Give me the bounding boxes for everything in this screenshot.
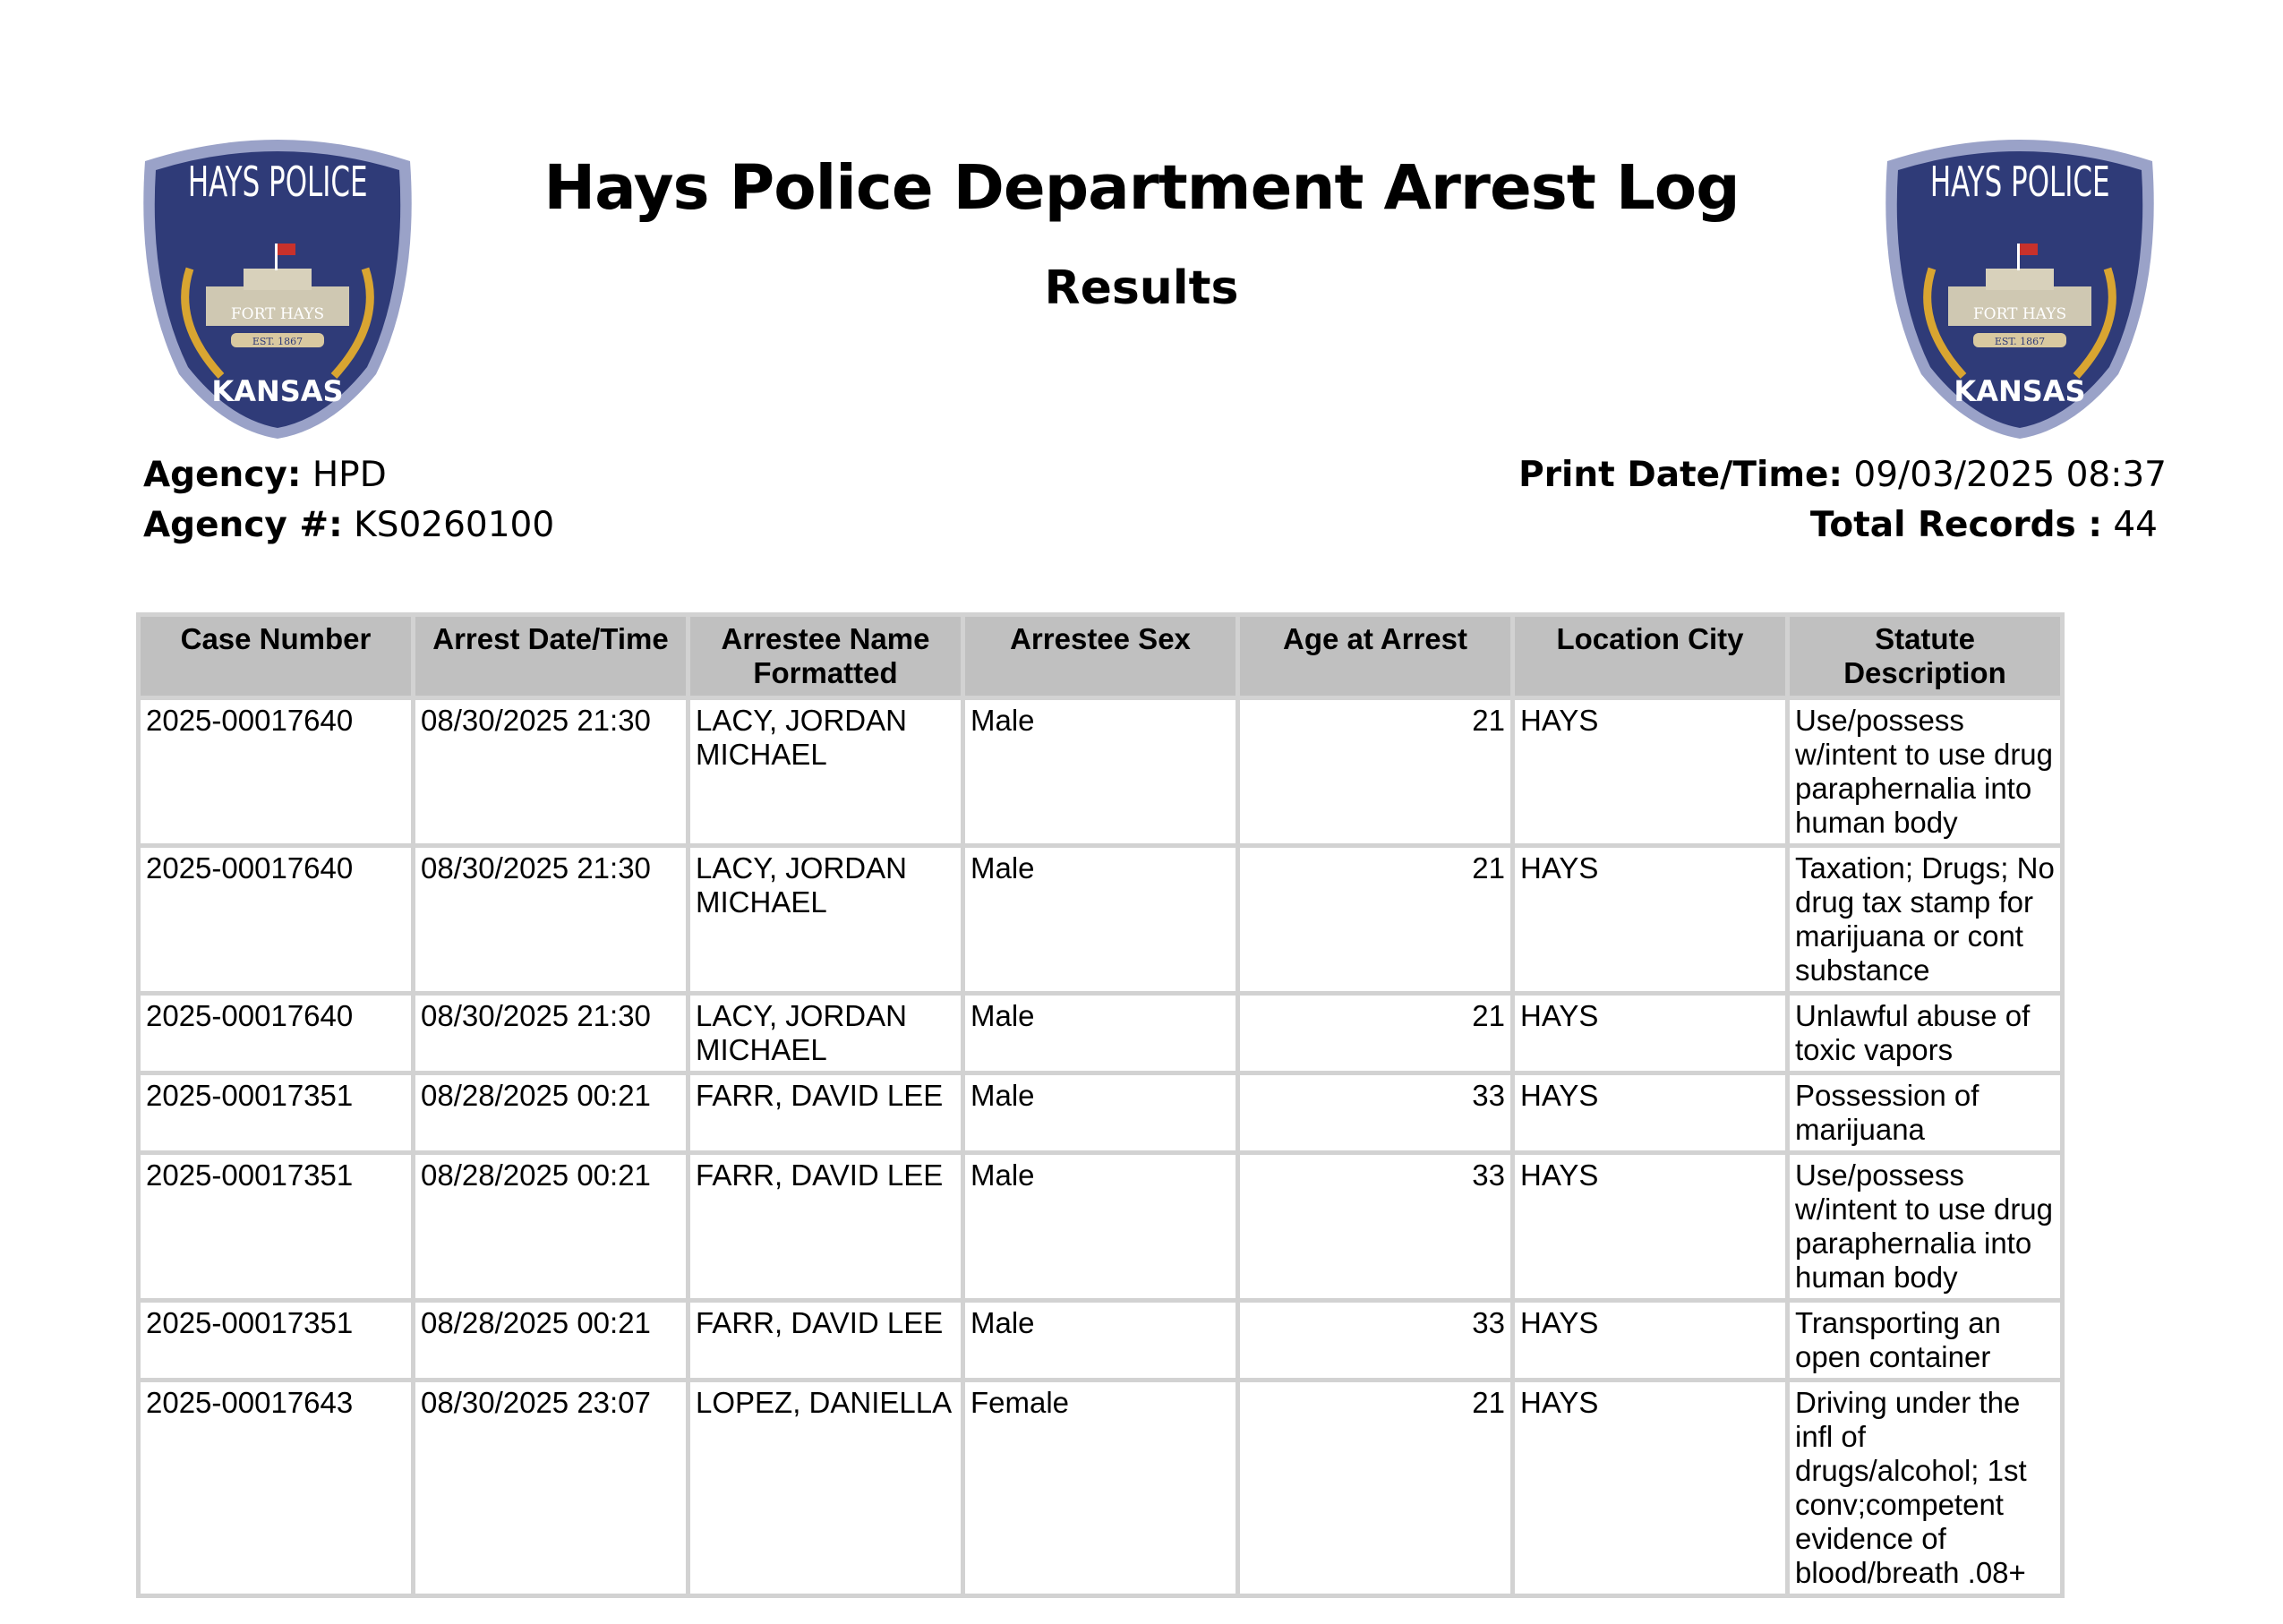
case-number-cell: 2025-00017640 xyxy=(141,996,411,1071)
badge-bottom-text: KANSAS xyxy=(1954,374,2086,408)
table-header-row xyxy=(141,617,2060,696)
print-datetime-line xyxy=(1518,455,2167,495)
arrest-datetime-cell: 08/28/2025 00:21 xyxy=(415,1075,686,1150)
statute-description-cell: Unlawful abuse of toxic vapors xyxy=(1790,996,2060,1071)
arrest-datetime-cell: 08/30/2025 21:30 xyxy=(415,700,686,843)
arrestee-sex-cell: Male xyxy=(965,1155,1236,1298)
case-number-cell: 2025-00017351 xyxy=(141,1155,411,1298)
badge-top-text: HAYS POLICE xyxy=(187,157,368,207)
table-row xyxy=(141,1303,2060,1378)
case-number-cell: 2025-00017351 xyxy=(141,1075,411,1150)
column-header-age-at-arrest: Age at Arrest xyxy=(1240,617,1510,696)
total-records-value: 44 xyxy=(2113,505,2158,545)
badge-est-text: EST. 1867 xyxy=(252,336,304,347)
column-header-arrestee-sex: Arrestee Sex xyxy=(965,617,1236,696)
location-city-cell: HAYS xyxy=(1515,1303,1785,1378)
statute-description-cell: Driving under the infl of drugs/alcohol; 1st conv;competent evidence of blood/breath .08+ xyxy=(1790,1382,2060,1594)
arrestee-sex-cell: Male xyxy=(965,996,1236,1071)
location-city-cell: HAYS xyxy=(1515,1075,1785,1150)
arrest-datetime-cell: 08/30/2025 21:30 xyxy=(415,848,686,991)
arrest-datetime-cell: 08/30/2025 21:30 xyxy=(415,996,686,1071)
table-row xyxy=(141,848,2060,991)
arrestee-sex-cell: Male xyxy=(965,700,1236,843)
arrestee-sex-cell: Male xyxy=(965,848,1236,991)
table-row xyxy=(141,1382,2060,1594)
badge-top-text: HAYS POLICE xyxy=(1929,157,2110,207)
arrest-datetime-cell: 08/28/2025 00:21 xyxy=(415,1303,686,1378)
agency-number-value: KS0260100 xyxy=(354,505,555,545)
age-cell: 33 xyxy=(1240,1303,1510,1378)
age-cell: 21 xyxy=(1240,996,1510,1071)
agency-value: HPD xyxy=(312,455,387,495)
badge-bottom-text: KANSAS xyxy=(211,374,344,408)
print-datetime-label: Print Date/Time: xyxy=(1518,455,1843,495)
total-records-line xyxy=(1810,505,2158,545)
arrestee-name-cell: LACY, JORDAN MICHAEL xyxy=(690,848,961,991)
arrest-datetime-cell: 08/28/2025 00:21 xyxy=(415,1155,686,1298)
column-header-arrestee-name: Arrestee Name Formatted xyxy=(690,617,961,696)
page-subtitle: Results xyxy=(1044,261,1239,315)
total-records-label: Total Records : xyxy=(1809,505,2102,545)
age-cell: 21 xyxy=(1240,700,1510,843)
agency-number-label: Agency #: xyxy=(143,505,343,545)
statute-description-cell: Use/possess w/intent to use drug paraphernalia into human body xyxy=(1790,700,2060,843)
location-city-cell: HAYS xyxy=(1515,700,1785,843)
badge-est-text: EST. 1867 xyxy=(1994,336,2046,347)
arrest-log-table xyxy=(136,612,2065,1598)
column-header-arrest-datetime: Arrest Date/Time xyxy=(415,617,686,696)
statute-description-cell: Taxation; Drugs; No drug tax stamp for marijuana or cont substance xyxy=(1790,848,2060,991)
arrestee-name-cell: LACY, JORDAN MICHAEL xyxy=(690,996,961,1071)
table-row xyxy=(141,1155,2060,1298)
arrestee-sex-cell: Male xyxy=(965,1075,1236,1150)
arrestee-name-cell: FARR, DAVID LEE xyxy=(690,1303,961,1378)
case-number-cell: 2025-00017643 xyxy=(141,1382,411,1594)
agency-line xyxy=(143,455,387,495)
location-city-cell: HAYS xyxy=(1515,1155,1785,1298)
column-header-case-number: Case Number xyxy=(141,617,411,696)
column-header-location-city: Location City xyxy=(1515,617,1785,696)
statute-description-cell: Use/possess w/intent to use drug paraphernalia into human body xyxy=(1790,1155,2060,1298)
table-row xyxy=(141,1075,2060,1150)
table-row xyxy=(141,700,2060,843)
location-city-cell: HAYS xyxy=(1515,1382,1785,1594)
arrestee-name-cell: FARR, DAVID LEE xyxy=(690,1155,961,1298)
badge-middle-text: FORT HAYS xyxy=(230,305,325,323)
arrestee-name-cell: LACY, JORDAN MICHAEL xyxy=(690,700,961,843)
case-number-cell: 2025-00017640 xyxy=(141,848,411,991)
age-cell: 21 xyxy=(1240,1382,1510,1594)
arrestee-sex-cell: Male xyxy=(965,1303,1236,1378)
print-datetime-value: 09/03/2025 08:37 xyxy=(1853,455,2167,495)
location-city-cell: HAYS xyxy=(1515,848,1785,991)
arrestee-name-cell: FARR, DAVID LEE xyxy=(690,1075,961,1150)
arrest-datetime-cell: 08/30/2025 23:07 xyxy=(415,1382,686,1594)
case-number-cell: 2025-00017351 xyxy=(141,1303,411,1378)
arrestee-sex-cell: Female xyxy=(965,1382,1236,1594)
statute-description-cell: Transporting an open container xyxy=(1790,1303,2060,1378)
age-cell: 33 xyxy=(1240,1155,1510,1298)
case-number-cell: 2025-00017640 xyxy=(141,700,411,843)
agency-number-line xyxy=(143,505,554,545)
location-city-cell: HAYS xyxy=(1515,996,1785,1071)
statute-description-cell: Possession of marijuana xyxy=(1790,1075,2060,1150)
agency-label: Agency: xyxy=(143,455,302,495)
page-title: Hays Police Department Arrest Log xyxy=(543,152,1740,224)
age-cell: 21 xyxy=(1240,848,1510,991)
age-cell: 33 xyxy=(1240,1075,1510,1150)
badge-middle-text: FORT HAYS xyxy=(1972,305,2067,323)
table-row xyxy=(141,996,2060,1071)
arrestee-name-cell: LOPEZ, DANIELLA xyxy=(690,1382,961,1594)
column-header-statute-description: Statute Description xyxy=(1790,617,2060,696)
